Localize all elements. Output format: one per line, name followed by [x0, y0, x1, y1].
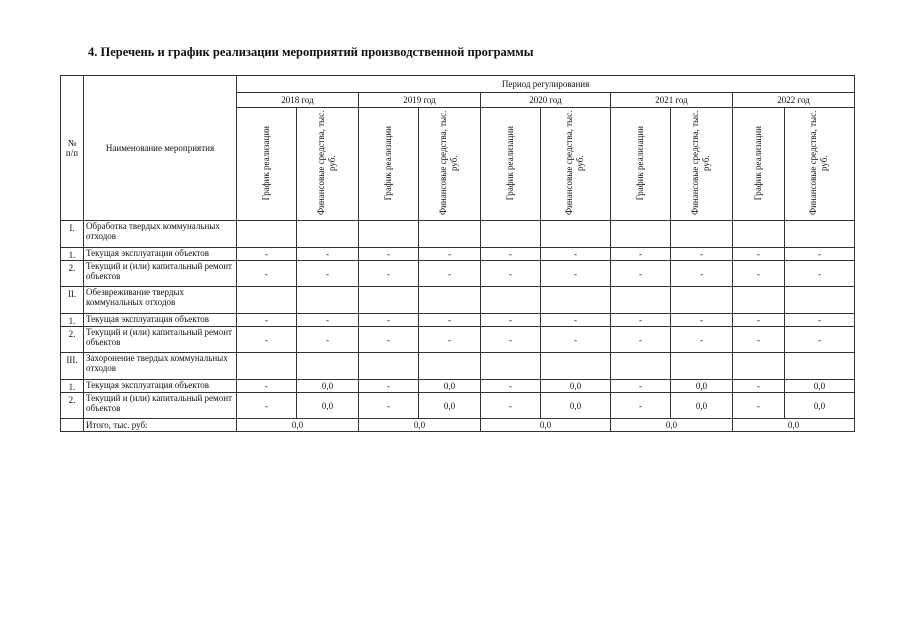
schedule-cell: -	[237, 380, 297, 393]
row-name: Текущая эксплуатация объектов	[84, 380, 237, 393]
finance-cell: -	[297, 261, 359, 287]
schedule-col-header	[481, 108, 541, 221]
finance-cell	[671, 287, 733, 314]
schedule-cell: -	[359, 393, 419, 419]
row-name: Обезвреживание твердых коммунальных отходов	[84, 287, 237, 314]
finance-col-header	[541, 108, 611, 221]
schedule-cell	[611, 353, 671, 380]
finance-col-header	[297, 108, 359, 221]
finance-cell: -	[419, 314, 481, 327]
row-number: 2.	[61, 327, 84, 353]
finance-cell: -	[541, 261, 611, 287]
finance-cell	[541, 221, 611, 248]
table-row	[61, 327, 855, 353]
schedule-cell	[611, 221, 671, 248]
finance-col-header-label: Финансовые средства, тыс. руб.	[437, 110, 459, 216]
finance-cell: 0,0	[419, 393, 481, 419]
schedule-col-header	[237, 108, 297, 221]
row-number: 2.	[61, 261, 84, 287]
finance-cell: -	[671, 327, 733, 353]
finance-cell	[419, 221, 481, 248]
finance-cell	[541, 287, 611, 314]
schedule-cell	[611, 287, 671, 314]
table-row	[61, 248, 855, 261]
finance-cell	[541, 353, 611, 380]
total-value: 0,0	[237, 419, 359, 432]
row-name: Текущая эксплуатация объектов	[84, 248, 237, 261]
schedule-col-header-label: График реализации	[753, 125, 763, 201]
row-name: Текущий и (или) капитальный ремонт объектов	[84, 261, 237, 287]
finance-cell: 0,0	[541, 380, 611, 393]
schedule-cell: -	[359, 314, 419, 327]
finance-cell	[297, 287, 359, 314]
schedule-cell: -	[611, 380, 671, 393]
finance-cell: -	[785, 327, 855, 353]
finance-cell: -	[297, 314, 359, 327]
schedule-cell: -	[733, 248, 785, 261]
finance-col-header-label: Финансовые средства, тыс. руб.	[563, 110, 585, 216]
finance-col-header-label: Финансовые средства, тыс. руб.	[807, 110, 829, 216]
row-number: 1.	[61, 248, 84, 261]
year-header: 2020 год	[481, 93, 611, 108]
row-number: 1.	[61, 314, 84, 327]
year-header: 2021 год	[611, 93, 733, 108]
schedule-cell: -	[237, 327, 297, 353]
total-row	[61, 419, 855, 432]
table-row	[61, 393, 855, 419]
schedule-cell: -	[237, 314, 297, 327]
finance-cell: -	[671, 248, 733, 261]
schedule-cell: -	[359, 380, 419, 393]
schedule-col-header	[359, 108, 419, 221]
row-number: 2.	[61, 393, 84, 419]
year-header: 2018 год	[237, 93, 359, 108]
schedule-cell	[733, 353, 785, 380]
row-name: Захоронение твердых коммунальных отходов	[84, 353, 237, 380]
finance-cell: -	[419, 248, 481, 261]
schedule-cell: -	[237, 393, 297, 419]
finance-cell: -	[671, 314, 733, 327]
table-row	[61, 314, 855, 327]
schedule-cell: -	[237, 248, 297, 261]
row-number: II.	[61, 287, 84, 314]
schedule-cell: -	[733, 380, 785, 393]
schedule-col-header-label: График реализации	[383, 125, 393, 201]
finance-cell	[419, 287, 481, 314]
table-row	[61, 380, 855, 393]
finance-cell	[297, 221, 359, 248]
row-number: III.	[61, 353, 84, 380]
section-row	[61, 287, 855, 314]
col-header-period: Период регулирования	[237, 76, 855, 93]
schedule-cell: -	[611, 327, 671, 353]
schedule-col-header-label: График реализации	[635, 125, 645, 201]
finance-cell: 0,0	[671, 393, 733, 419]
schedule-cell: -	[611, 393, 671, 419]
year-header: 2019 год	[359, 93, 481, 108]
schedule-cell: -	[481, 261, 541, 287]
finance-cell: 0,0	[419, 380, 481, 393]
schedule-cell: -	[481, 314, 541, 327]
schedule-cell: -	[611, 261, 671, 287]
total-value: 0,0	[611, 419, 733, 432]
finance-cell: -	[419, 327, 481, 353]
finance-cell: -	[541, 248, 611, 261]
finance-cell	[785, 221, 855, 248]
finance-cell: -	[541, 314, 611, 327]
schedule-cell: -	[481, 248, 541, 261]
col-header-name: Наименование мероприятия	[84, 76, 237, 221]
row-number: I.	[61, 221, 84, 248]
finance-cell	[419, 353, 481, 380]
schedule-cell: -	[481, 327, 541, 353]
finance-cell: -	[297, 248, 359, 261]
schedule-cell: -	[359, 261, 419, 287]
schedule-cell	[359, 287, 419, 314]
finance-cell: 0,0	[785, 393, 855, 419]
finance-cell	[785, 353, 855, 380]
schedule-cell	[237, 353, 297, 380]
total-num-cell	[61, 419, 84, 432]
finance-col-header	[671, 108, 733, 221]
schedule-cell: -	[359, 327, 419, 353]
finance-cell: 0,0	[297, 393, 359, 419]
finance-cell	[671, 353, 733, 380]
schedule-cell: -	[733, 393, 785, 419]
schedule-col-header-label: График реализации	[261, 125, 271, 201]
finance-cell: -	[541, 327, 611, 353]
finance-cell: -	[297, 327, 359, 353]
finance-col-header-label: Финансовые средства, тыс. руб.	[315, 110, 337, 216]
finance-cell: -	[785, 248, 855, 261]
year-header: 2022 год	[733, 93, 855, 108]
finance-cell: -	[785, 261, 855, 287]
schedule-cell	[733, 221, 785, 248]
finance-cell: -	[785, 314, 855, 327]
schedule-cell	[237, 221, 297, 248]
schedule-cell: -	[733, 327, 785, 353]
row-name: Текущий и (или) капитальный ремонт объектов	[84, 393, 237, 419]
schedule-cell	[481, 287, 541, 314]
finance-cell: 0,0	[671, 380, 733, 393]
row-name: Обработка твердых коммунальных отходов	[84, 221, 237, 248]
schedule-cell: -	[611, 248, 671, 261]
schedule-cell	[237, 287, 297, 314]
schedule-cell: -	[611, 314, 671, 327]
schedule-col-header-label: График реализации	[505, 125, 515, 201]
finance-cell: 0,0	[541, 393, 611, 419]
schedule-cell: -	[237, 261, 297, 287]
finance-cell	[785, 287, 855, 314]
finance-cell: 0,0	[297, 380, 359, 393]
section-row	[61, 221, 855, 248]
program-table	[60, 75, 855, 432]
schedule-col-header	[611, 108, 671, 221]
row-name: Текущий и (или) капитальный ремонт объектов	[84, 327, 237, 353]
schedule-cell	[481, 353, 541, 380]
finance-cell: -	[419, 261, 481, 287]
total-value: 0,0	[481, 419, 611, 432]
row-name: Текущая эксплуатация объектов	[84, 314, 237, 327]
total-value: 0,0	[733, 419, 855, 432]
schedule-cell	[359, 353, 419, 380]
finance-col-header	[419, 108, 481, 221]
total-label: Итого, тыс. руб:	[84, 419, 237, 432]
schedule-cell: -	[359, 248, 419, 261]
document-title: 4. Перечень и график реализации мероприятий производственной программы	[88, 45, 534, 59]
schedule-cell	[733, 287, 785, 314]
finance-col-header	[785, 108, 855, 221]
schedule-cell	[481, 221, 541, 248]
table-row	[61, 261, 855, 287]
finance-cell	[671, 221, 733, 248]
schedule-cell	[359, 221, 419, 248]
schedule-col-header	[733, 108, 785, 221]
finance-col-header-label: Финансовые средства, тыс. руб.	[689, 110, 711, 216]
finance-cell	[297, 353, 359, 380]
finance-cell: -	[671, 261, 733, 287]
schedule-cell: -	[733, 261, 785, 287]
row-number: 1.	[61, 380, 84, 393]
schedule-cell: -	[733, 314, 785, 327]
total-value: 0,0	[359, 419, 481, 432]
col-header-num: № п/п	[61, 76, 84, 221]
finance-cell: 0,0	[785, 380, 855, 393]
section-row	[61, 353, 855, 380]
schedule-cell: -	[481, 393, 541, 419]
schedule-cell: -	[481, 380, 541, 393]
